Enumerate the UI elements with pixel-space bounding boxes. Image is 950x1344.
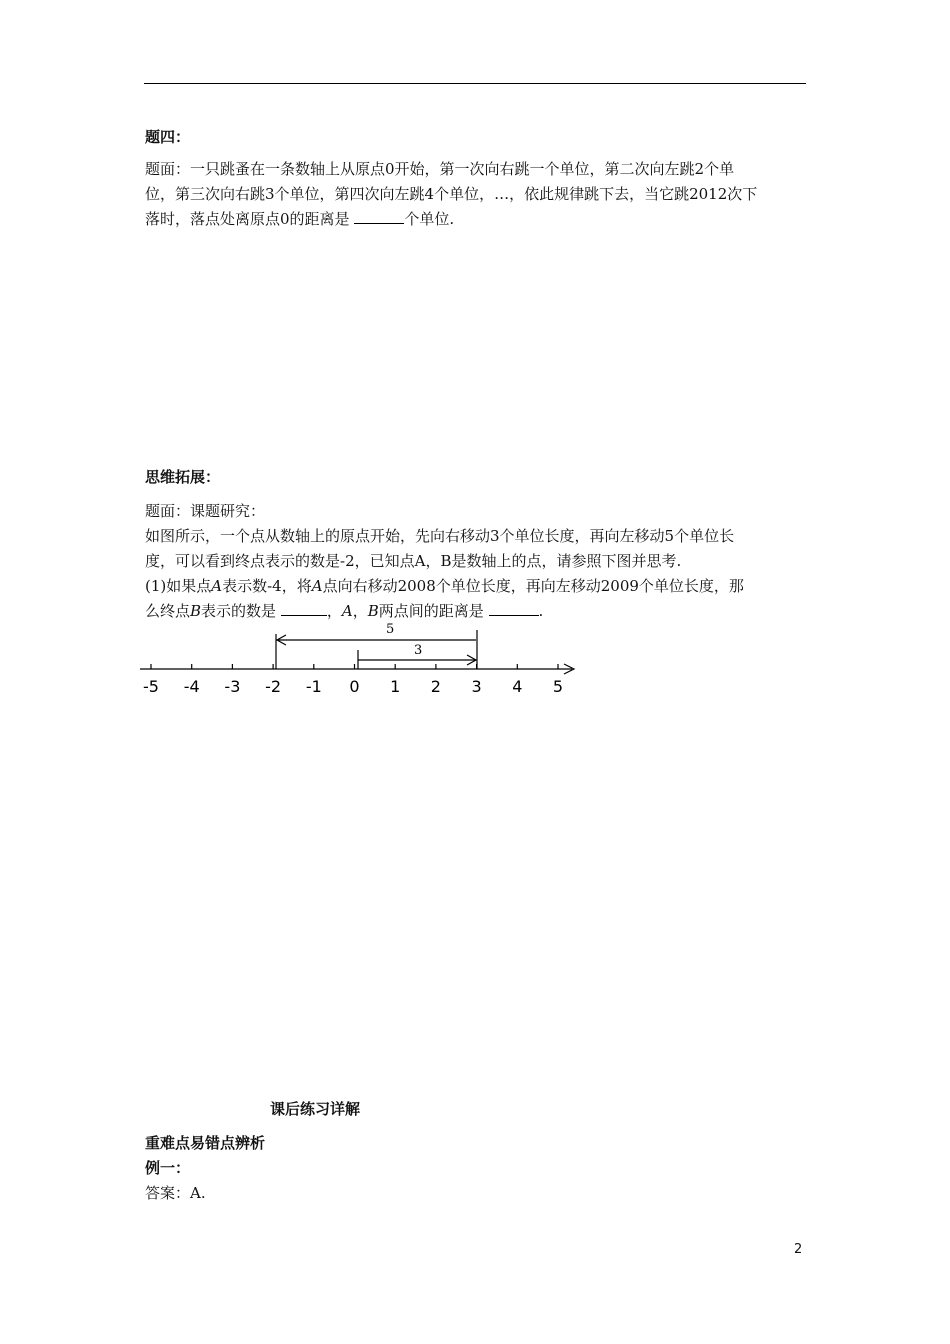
long-arrow-label: 5: [386, 622, 395, 637]
tick-label: -2: [265, 677, 282, 696]
extension-line3: 度，可以看到终点表示的数是-2，已知点A，B是数轴上的点，请参照下图并思考.: [145, 552, 682, 570]
q2-text-a: 么终点: [145, 602, 191, 620]
problem4-line3a: 落时，落点处离原点0的距离是: [145, 210, 350, 228]
extension-q2: [145, 599, 807, 624]
problem4-line1: 题面：一只跳蚤在一条数轴上从原点0开始，第一次向右跳一个单位，第二次向左跳2个单: [145, 160, 735, 178]
problem4-heading: 题四：: [145, 128, 191, 146]
tick-label: 5: [552, 677, 564, 696]
extension-line1: 题面：课题研究：: [145, 502, 266, 520]
answer-blank-b: [281, 599, 327, 616]
page-number: 2: [794, 1242, 803, 1257]
point-a-label: A: [211, 577, 223, 595]
point-b-label: B: [190, 602, 202, 620]
q2-comma: ，: [326, 602, 342, 620]
extension-heading: 思维拓展：: [145, 468, 221, 486]
tick-label: -3: [224, 677, 241, 696]
tick-label: 3: [471, 677, 482, 696]
tick-label: 4: [512, 677, 523, 696]
number-line-diagram: [140, 622, 590, 702]
tick-label: -5: [143, 677, 159, 696]
q2-text-e: 两点间的距离是: [378, 602, 484, 620]
extension-body: [145, 499, 807, 624]
q2-text-b: 表示的数是: [201, 602, 277, 620]
tick-label: -4: [183, 677, 200, 696]
q2-period: .: [538, 602, 544, 620]
q1-text-c: 点向右移动2008个单位长度，再向左移动2009个单位长度，那: [322, 577, 744, 595]
q2-comma-2: ，: [352, 602, 368, 620]
q1-text-a: (1)如果点: [145, 577, 212, 595]
problem4-line2: 位，第三次向右跳3个单位，第四次向左跳4个单位，…，依此规律跳下去，当它跳2012次下: [145, 185, 758, 203]
point-a-label-2: A: [311, 577, 323, 595]
extension-line2: 如图所示，一个点从数轴上的原点开始，先向右移动3个单位长度，再向左移动5个单位长: [145, 527, 735, 545]
answers-title: 课后练习详解: [270, 1100, 361, 1118]
tick-label: -1: [305, 677, 322, 696]
q1-text-b: 表示数-4，将: [222, 577, 312, 595]
answer-blank-distance: [489, 599, 539, 616]
answers-section: 重难点易错点辨析: [145, 1134, 266, 1152]
point-b-label-2: B: [367, 602, 379, 620]
tick-label: 0: [349, 677, 360, 696]
problem4-line3b: 个单位.: [404, 210, 455, 228]
header-rule: [144, 83, 806, 84]
problem4-line3: [145, 207, 807, 232]
problem4-body: [145, 157, 807, 232]
tick-label: 1: [390, 677, 401, 696]
answer-blank: [354, 207, 404, 224]
answers-answer: 答案：A.: [145, 1184, 206, 1202]
point-a-label-3: A: [341, 602, 353, 620]
short-arrow-label: 3: [414, 643, 423, 658]
answers-example: 例一：: [145, 1159, 191, 1177]
tick-label: 2: [430, 677, 441, 696]
extension-q1: [145, 574, 807, 599]
